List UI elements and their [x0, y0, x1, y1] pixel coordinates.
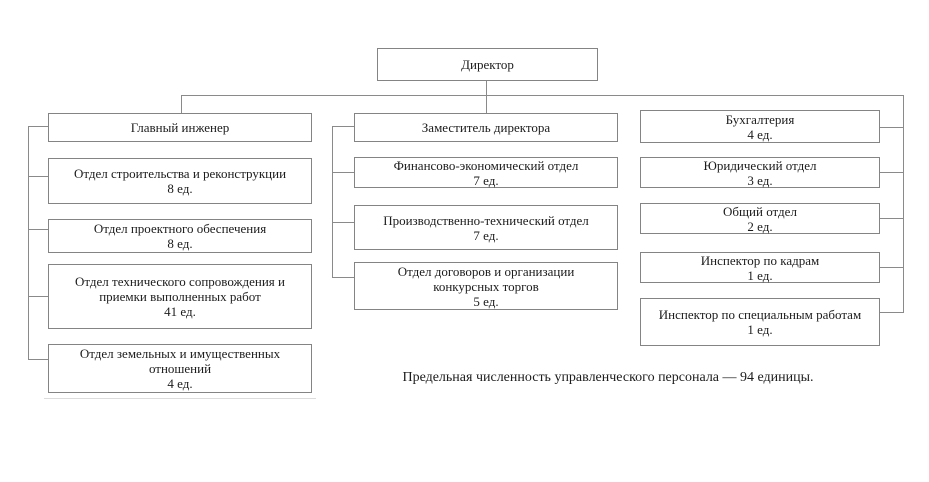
- headcount-footnote: Предельная численность управленческого персонала — 94 единицы.: [402, 370, 814, 385]
- org-node-title: Инспектор по специальным работам: [658, 307, 862, 322]
- org-node-special-works-inspector: [640, 298, 880, 346]
- org-node-title: Инспектор по кадрам: [700, 252, 820, 268]
- org-node-count: 8 ед.: [167, 236, 193, 251]
- org-node-hr-inspector: [640, 252, 880, 283]
- connector-left-stub-1: [28, 126, 48, 127]
- org-node-title: Юридический отдел: [703, 157, 817, 173]
- org-node-count: 2 ед.: [747, 218, 773, 234]
- org-node-title: Финансово-экономический отдел: [393, 157, 579, 173]
- connector-middle-stub-2: [332, 172, 354, 173]
- connector-left-stub-3: [28, 229, 48, 230]
- org-node-title: Отдел земельных и имущественных отношений: [79, 346, 281, 376]
- faint-frame-line: [44, 398, 316, 399]
- org-node-title: Производственно-технический отдел: [383, 212, 589, 228]
- org-node-chief-engineer: [48, 113, 312, 142]
- org-node-title: Директор: [461, 57, 514, 72]
- org-node-count: 41 ед.: [164, 304, 196, 319]
- org-node-title: Отдел договоров и организации конкурсных торгов: [397, 263, 575, 294]
- connector-left-stub-4: [28, 296, 48, 297]
- org-node-count: 1 ед.: [747, 267, 773, 283]
- connector-middle-bracket: [332, 126, 333, 278]
- org-node-count: 7 ед.: [473, 172, 499, 188]
- org-node-count: 5 ед.: [473, 293, 499, 309]
- org-node-title: Отдел проектного обеспечения: [93, 221, 267, 236]
- org-node-project-support-dept: [48, 219, 312, 253]
- org-node-count: 1 ед.: [747, 322, 773, 337]
- org-node-legal-dept: [640, 157, 880, 188]
- connector-left-bracket: [28, 126, 29, 360]
- org-node-count: 4 ед.: [747, 126, 773, 142]
- org-node-title: Заместитель директора: [421, 120, 551, 135]
- connector-middle-drop: [486, 95, 487, 113]
- connector-left-stub-5: [28, 359, 48, 360]
- org-node-title: Отдел строительства и реконструкции: [73, 166, 287, 181]
- connector-middle-stub-1: [332, 126, 354, 127]
- org-node-technical-support-dept: [48, 264, 312, 329]
- org-node-deputy-director: [354, 113, 618, 142]
- org-node-land-property-dept: [48, 344, 312, 393]
- org-node-finance-dept: [354, 157, 618, 188]
- org-node-title: Бухгалтерия: [725, 111, 795, 127]
- org-node-contracts-tenders-dept: [354, 262, 618, 310]
- org-node-title: Главный инженер: [130, 120, 230, 135]
- org-node-production-technical-dept: [354, 205, 618, 250]
- org-node-general-dept: [640, 203, 880, 234]
- org-node-title: Общий отдел: [723, 203, 797, 219]
- org-node-count: 7 ед.: [473, 227, 499, 243]
- connector-top-horizontal: [181, 95, 904, 96]
- connector-left-drop: [181, 95, 182, 113]
- connector-right-stub-3: [880, 218, 904, 219]
- connector-middle-stub-3: [332, 222, 354, 223]
- connector-right-stub-1: [880, 127, 904, 128]
- connector-right-stub-4: [880, 267, 904, 268]
- org-node-accounting: [640, 110, 880, 143]
- org-node-count: 8 ед.: [167, 181, 193, 196]
- org-node-title: Отдел технического сопровождения и приемки выполненных работ: [75, 274, 285, 304]
- org-node-count: 3 ед.: [747, 172, 773, 188]
- connector-director-drop: [486, 81, 487, 95]
- org-node-construction-dept: [48, 158, 312, 204]
- connector-left-stub-2: [28, 176, 48, 177]
- connector-right-stub-2: [880, 172, 904, 173]
- connector-right-stub-5: [880, 312, 904, 313]
- connector-middle-stub-4: [332, 277, 354, 278]
- org-node-count: 4 ед.: [167, 376, 193, 391]
- org-node-director: [377, 48, 598, 81]
